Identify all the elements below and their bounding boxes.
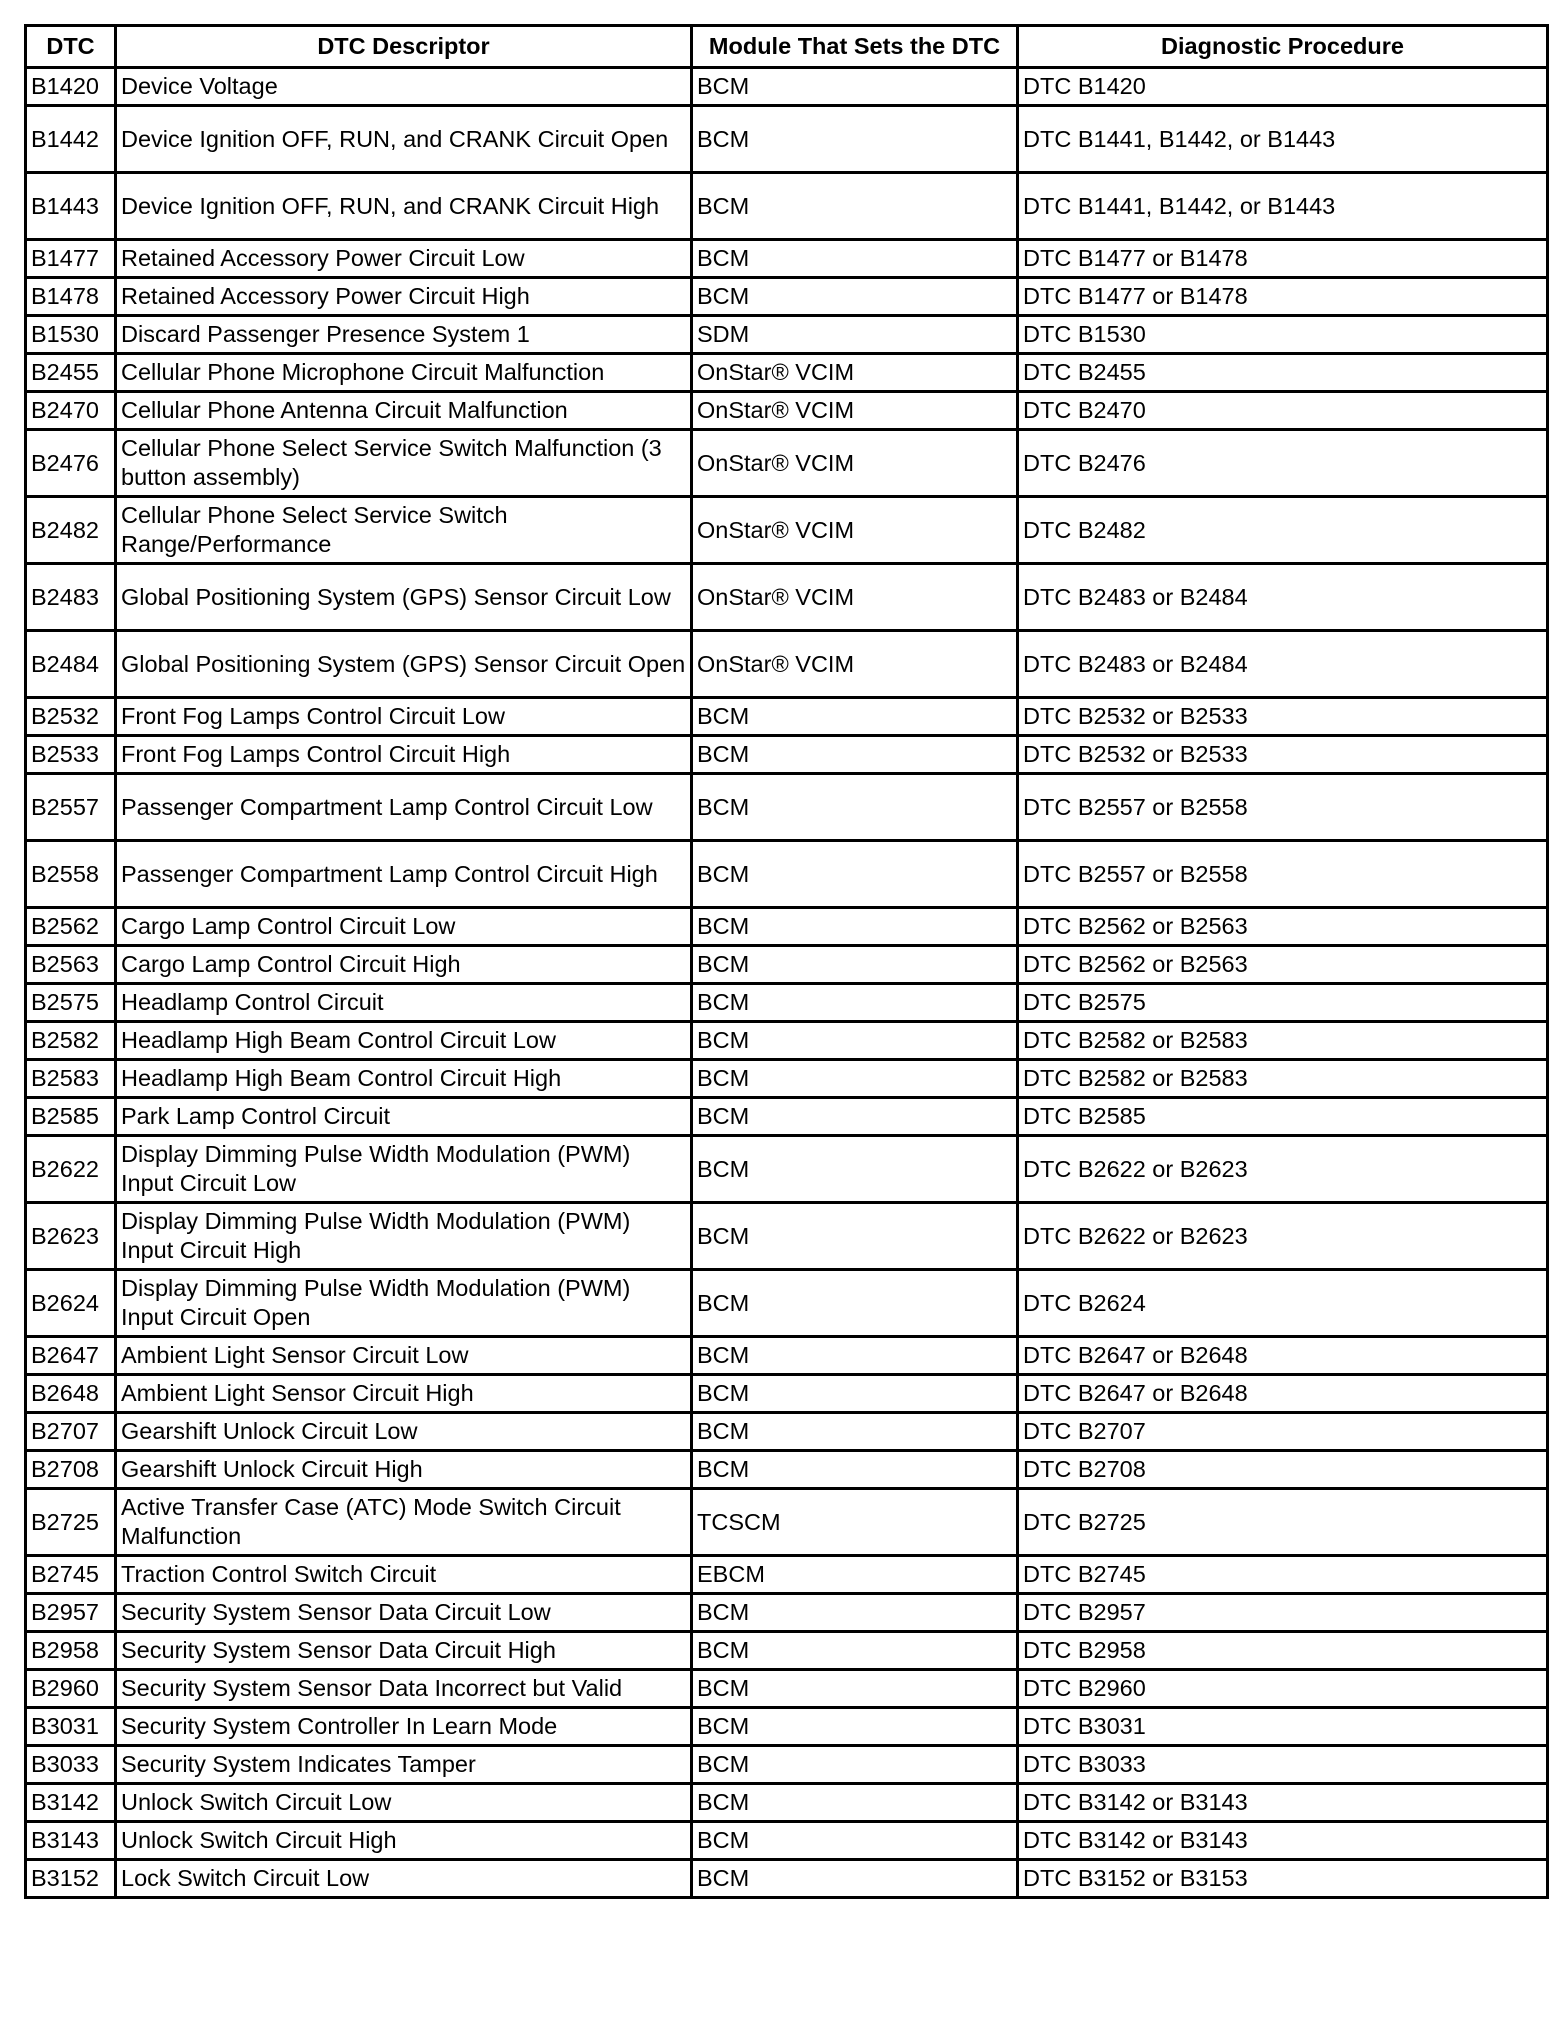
diagnostic-procedure-cell: DTC B2582 or B2583 xyxy=(1018,1060,1548,1098)
dtc-code-cell: B2960 xyxy=(26,1670,116,1708)
module-cell: BCM xyxy=(692,1098,1018,1136)
diagnostic-procedure-cell: DTC B2647 or B2648 xyxy=(1018,1337,1548,1375)
dtc-code-cell: B3142 xyxy=(26,1784,116,1822)
diagnostic-procedure-cell: DTC B2532 or B2533 xyxy=(1018,736,1548,774)
dtc-descriptor-cell: Display Dimming Pulse Width Modulation (PWM) Input Circuit Open xyxy=(116,1270,692,1337)
dtc-code-cell: B2582 xyxy=(26,1022,116,1060)
table-row xyxy=(26,908,1548,946)
table-row xyxy=(26,1022,1548,1060)
dtc-code-cell: B2455 xyxy=(26,354,116,392)
dtc-table xyxy=(24,24,1549,1899)
dtc-descriptor-cell: Headlamp High Beam Control Circuit Low xyxy=(116,1022,692,1060)
table-row xyxy=(26,1784,1548,1822)
table-body xyxy=(26,68,1548,1898)
dtc-code-cell: B2563 xyxy=(26,946,116,984)
table-row xyxy=(26,1708,1548,1746)
dtc-descriptor-cell: Gearshift Unlock Circuit Low xyxy=(116,1413,692,1451)
diagnostic-procedure-cell: DTC B3033 xyxy=(1018,1746,1548,1784)
dtc-descriptor-cell: Security System Sensor Data Circuit High xyxy=(116,1632,692,1670)
module-cell: BCM xyxy=(692,908,1018,946)
table-row xyxy=(26,1594,1548,1632)
diagnostic-procedure-cell: DTC B2622 or B2623 xyxy=(1018,1203,1548,1270)
module-cell: BCM xyxy=(692,1270,1018,1337)
diagnostic-procedure-cell: DTC B2557 or B2558 xyxy=(1018,841,1548,908)
header-dtc: DTC xyxy=(26,26,116,68)
dtc-descriptor-cell: Park Lamp Control Circuit xyxy=(116,1098,692,1136)
diagnostic-procedure-cell: DTC B2562 or B2563 xyxy=(1018,946,1548,984)
table-row xyxy=(26,1098,1548,1136)
dtc-descriptor-cell: Retained Accessory Power Circuit High xyxy=(116,278,692,316)
diagnostic-procedure-cell: DTC B2622 or B2623 xyxy=(1018,1136,1548,1203)
module-cell: BCM xyxy=(692,1860,1018,1898)
dtc-descriptor-cell: Front Fog Lamps Control Circuit High xyxy=(116,736,692,774)
dtc-code-cell: B2557 xyxy=(26,774,116,841)
module-cell: TCSCM xyxy=(692,1489,1018,1556)
diagnostic-procedure-cell: DTC B2725 xyxy=(1018,1489,1548,1556)
dtc-code-cell: B2623 xyxy=(26,1203,116,1270)
diagnostic-procedure-cell: DTC B1420 xyxy=(1018,68,1548,106)
diagnostic-procedure-cell: DTC B2482 xyxy=(1018,497,1548,564)
table-row xyxy=(26,354,1548,392)
dtc-descriptor-cell: Unlock Switch Circuit Low xyxy=(116,1784,692,1822)
header-module: Module That Sets the DTC xyxy=(692,26,1018,68)
dtc-code-cell: B3031 xyxy=(26,1708,116,1746)
module-cell: BCM xyxy=(692,1594,1018,1632)
dtc-code-cell: B2482 xyxy=(26,497,116,564)
module-cell: OnStar® VCIM xyxy=(692,631,1018,698)
dtc-code-cell: B2484 xyxy=(26,631,116,698)
dtc-code-cell: B1478 xyxy=(26,278,116,316)
table-row xyxy=(26,698,1548,736)
header-dtc-descriptor: DTC Descriptor xyxy=(116,26,692,68)
dtc-code-cell: B2745 xyxy=(26,1556,116,1594)
diagnostic-procedure-cell: DTC B2483 or B2484 xyxy=(1018,631,1548,698)
module-cell: BCM xyxy=(692,1413,1018,1451)
module-cell: BCM xyxy=(692,1784,1018,1822)
module-cell: OnStar® VCIM xyxy=(692,497,1018,564)
diagnostic-procedure-cell: DTC B2958 xyxy=(1018,1632,1548,1670)
dtc-descriptor-cell: Cellular Phone Microphone Circuit Malfunction xyxy=(116,354,692,392)
table-row xyxy=(26,1136,1548,1203)
module-cell: OnStar® VCIM xyxy=(692,564,1018,631)
diagnostic-procedure-cell: DTC B2957 xyxy=(1018,1594,1548,1632)
diagnostic-procedure-cell: DTC B3152 or B3153 xyxy=(1018,1860,1548,1898)
dtc-descriptor-cell: Active Transfer Case (ATC) Mode Switch Circuit Malfunction xyxy=(116,1489,692,1556)
diagnostic-procedure-cell: DTC B2575 xyxy=(1018,984,1548,1022)
module-cell: BCM xyxy=(692,1203,1018,1270)
table-row xyxy=(26,564,1548,631)
dtc-descriptor-cell: Headlamp Control Circuit xyxy=(116,984,692,1022)
diagnostic-procedure-cell: DTC B2708 xyxy=(1018,1451,1548,1489)
module-cell: OnStar® VCIM xyxy=(692,430,1018,497)
header-diagnostic-procedure: Diagnostic Procedure xyxy=(1018,26,1548,68)
dtc-descriptor-cell: Device Ignition OFF, RUN, and CRANK Circuit High xyxy=(116,173,692,240)
diagnostic-procedure-cell: DTC B2476 xyxy=(1018,430,1548,497)
dtc-code-cell: B3143 xyxy=(26,1822,116,1860)
dtc-descriptor-cell: Front Fog Lamps Control Circuit Low xyxy=(116,698,692,736)
dtc-descriptor-cell: Cellular Phone Select Service Switch Malfunction (3 button assembly) xyxy=(116,430,692,497)
table-row xyxy=(26,1556,1548,1594)
dtc-code-cell: B2476 xyxy=(26,430,116,497)
table-row xyxy=(26,278,1548,316)
dtc-code-cell: B2558 xyxy=(26,841,116,908)
diagnostic-procedure-cell: DTC B2470 xyxy=(1018,392,1548,430)
module-cell: BCM xyxy=(692,984,1018,1022)
table-row xyxy=(26,631,1548,698)
diagnostic-procedure-cell: DTC B2562 or B2563 xyxy=(1018,908,1548,946)
table-row xyxy=(26,430,1548,497)
diagnostic-procedure-cell: DTC B3142 or B3143 xyxy=(1018,1822,1548,1860)
dtc-descriptor-cell: Global Positioning System (GPS) Sensor Circuit Open xyxy=(116,631,692,698)
module-cell: BCM xyxy=(692,106,1018,173)
dtc-code-cell: B2707 xyxy=(26,1413,116,1451)
dtc-code-cell: B2533 xyxy=(26,736,116,774)
table-row xyxy=(26,1375,1548,1413)
dtc-descriptor-cell: Security System Sensor Data Incorrect but Valid xyxy=(116,1670,692,1708)
module-cell: BCM xyxy=(692,774,1018,841)
module-cell: BCM xyxy=(692,946,1018,984)
dtc-code-cell: B2648 xyxy=(26,1375,116,1413)
dtc-descriptor-cell: Device Ignition OFF, RUN, and CRANK Circuit Open xyxy=(116,106,692,173)
table-row xyxy=(26,1060,1548,1098)
module-cell: EBCM xyxy=(692,1556,1018,1594)
module-cell: BCM xyxy=(692,1060,1018,1098)
dtc-code-cell: B2575 xyxy=(26,984,116,1022)
dtc-code-cell: B3033 xyxy=(26,1746,116,1784)
module-cell: BCM xyxy=(692,68,1018,106)
dtc-code-cell: B2708 xyxy=(26,1451,116,1489)
dtc-code-cell: B1420 xyxy=(26,68,116,106)
dtc-code-cell: B2957 xyxy=(26,1594,116,1632)
table-row xyxy=(26,1203,1548,1270)
module-cell: BCM xyxy=(692,1022,1018,1060)
dtc-code-cell: B2483 xyxy=(26,564,116,631)
dtc-descriptor-cell: Cargo Lamp Control Circuit High xyxy=(116,946,692,984)
module-cell: BCM xyxy=(692,841,1018,908)
dtc-code-cell: B1530 xyxy=(26,316,116,354)
table-row xyxy=(26,1489,1548,1556)
table-row xyxy=(26,1451,1548,1489)
module-cell: BCM xyxy=(692,1746,1018,1784)
module-cell: BCM xyxy=(692,1337,1018,1375)
table-row xyxy=(26,173,1548,240)
dtc-descriptor-cell: Ambient Light Sensor Circuit High xyxy=(116,1375,692,1413)
table-row xyxy=(26,106,1548,173)
table-row xyxy=(26,392,1548,430)
dtc-descriptor-cell: Discard Passenger Presence System 1 xyxy=(116,316,692,354)
module-cell: BCM xyxy=(692,1708,1018,1746)
dtc-code-cell: B1443 xyxy=(26,173,116,240)
module-cell: BCM xyxy=(692,1632,1018,1670)
table-row xyxy=(26,1670,1548,1708)
diagnostic-procedure-cell: DTC B2960 xyxy=(1018,1670,1548,1708)
diagnostic-procedure-cell: DTC B2557 or B2558 xyxy=(1018,774,1548,841)
module-cell: OnStar® VCIM xyxy=(692,392,1018,430)
dtc-code-cell: B2585 xyxy=(26,1098,116,1136)
module-cell: BCM xyxy=(692,1822,1018,1860)
module-cell: BCM xyxy=(692,278,1018,316)
dtc-code-cell: B1442 xyxy=(26,106,116,173)
diagnostic-procedure-cell: DTC B2745 xyxy=(1018,1556,1548,1594)
dtc-descriptor-cell: Security System Sensor Data Circuit Low xyxy=(116,1594,692,1632)
module-cell: BCM xyxy=(692,736,1018,774)
dtc-code-cell: B2532 xyxy=(26,698,116,736)
dtc-descriptor-cell: Cellular Phone Select Service Switch Range/Performance xyxy=(116,497,692,564)
dtc-code-cell: B3152 xyxy=(26,1860,116,1898)
header-row xyxy=(26,26,1548,68)
table-row xyxy=(26,946,1548,984)
dtc-descriptor-cell: Passenger Compartment Lamp Control Circuit High xyxy=(116,841,692,908)
dtc-descriptor-cell: Device Voltage xyxy=(116,68,692,106)
diagnostic-procedure-cell: DTC B3142 or B3143 xyxy=(1018,1784,1548,1822)
module-cell: BCM xyxy=(692,1136,1018,1203)
table-row xyxy=(26,1632,1548,1670)
table-row xyxy=(26,984,1548,1022)
diagnostic-procedure-cell: DTC B2647 or B2648 xyxy=(1018,1375,1548,1413)
dtc-code-cell: B2622 xyxy=(26,1136,116,1203)
dtc-code-cell: B2583 xyxy=(26,1060,116,1098)
table-row xyxy=(26,774,1548,841)
module-cell: BCM xyxy=(692,173,1018,240)
diagnostic-procedure-cell: DTC B2585 xyxy=(1018,1098,1548,1136)
diagnostic-procedure-cell: DTC B2707 xyxy=(1018,1413,1548,1451)
module-cell: BCM xyxy=(692,698,1018,736)
diagnostic-procedure-cell: DTC B1441, B1442, or B1443 xyxy=(1018,173,1548,240)
dtc-descriptor-cell: Headlamp High Beam Control Circuit High xyxy=(116,1060,692,1098)
dtc-code-cell: B2647 xyxy=(26,1337,116,1375)
diagnostic-procedure-cell: DTC B1441, B1442, or B1443 xyxy=(1018,106,1548,173)
dtc-descriptor-cell: Security System Controller In Learn Mode xyxy=(116,1708,692,1746)
module-cell: BCM xyxy=(692,1670,1018,1708)
dtc-code-cell: B2725 xyxy=(26,1489,116,1556)
module-cell: SDM xyxy=(692,316,1018,354)
dtc-descriptor-cell: Ambient Light Sensor Circuit Low xyxy=(116,1337,692,1375)
dtc-descriptor-cell: Global Positioning System (GPS) Sensor Circuit Low xyxy=(116,564,692,631)
table-row xyxy=(26,68,1548,106)
dtc-descriptor-cell: Passenger Compartment Lamp Control Circuit Low xyxy=(116,774,692,841)
diagnostic-procedure-cell: DTC B2455 xyxy=(1018,354,1548,392)
dtc-code-cell: B1477 xyxy=(26,240,116,278)
dtc-descriptor-cell: Gearshift Unlock Circuit High xyxy=(116,1451,692,1489)
module-cell: BCM xyxy=(692,1451,1018,1489)
table-row xyxy=(26,316,1548,354)
dtc-descriptor-cell: Unlock Switch Circuit High xyxy=(116,1822,692,1860)
table-row xyxy=(26,1413,1548,1451)
table-row xyxy=(26,1746,1548,1784)
table-row xyxy=(26,1337,1548,1375)
diagnostic-procedure-cell: DTC B2532 or B2533 xyxy=(1018,698,1548,736)
table-row xyxy=(26,1822,1548,1860)
dtc-descriptor-cell: Traction Control Switch Circuit xyxy=(116,1556,692,1594)
module-cell: BCM xyxy=(692,1375,1018,1413)
table-row xyxy=(26,1270,1548,1337)
module-cell: BCM xyxy=(692,240,1018,278)
diagnostic-procedure-cell: DTC B1477 or B1478 xyxy=(1018,240,1548,278)
module-cell: OnStar® VCIM xyxy=(692,354,1018,392)
table-row xyxy=(26,1860,1548,1898)
dtc-descriptor-cell: Security System Indicates Tamper xyxy=(116,1746,692,1784)
dtc-descriptor-cell: Retained Accessory Power Circuit Low xyxy=(116,240,692,278)
dtc-descriptor-cell: Lock Switch Circuit Low xyxy=(116,1860,692,1898)
diagnostic-procedure-cell: DTC B3031 xyxy=(1018,1708,1548,1746)
dtc-code-cell: B2624 xyxy=(26,1270,116,1337)
table-row xyxy=(26,497,1548,564)
diagnostic-procedure-cell: DTC B1477 or B1478 xyxy=(1018,278,1548,316)
dtc-code-cell: B2562 xyxy=(26,908,116,946)
diagnostic-procedure-cell: DTC B2582 or B2583 xyxy=(1018,1022,1548,1060)
dtc-code-cell: B2470 xyxy=(26,392,116,430)
diagnostic-procedure-cell: DTC B1530 xyxy=(1018,316,1548,354)
diagnostic-procedure-cell: DTC B2483 or B2484 xyxy=(1018,564,1548,631)
dtc-descriptor-cell: Display Dimming Pulse Width Modulation (PWM) Input Circuit Low xyxy=(116,1136,692,1203)
table-row xyxy=(26,841,1548,908)
dtc-descriptor-cell: Cargo Lamp Control Circuit Low xyxy=(116,908,692,946)
diagnostic-procedure-cell: DTC B2624 xyxy=(1018,1270,1548,1337)
dtc-descriptor-cell: Cellular Phone Antenna Circuit Malfunction xyxy=(116,392,692,430)
dtc-descriptor-cell: Display Dimming Pulse Width Modulation (PWM) Input Circuit High xyxy=(116,1203,692,1270)
dtc-code-cell: B2958 xyxy=(26,1632,116,1670)
table-row xyxy=(26,736,1548,774)
table-row xyxy=(26,240,1548,278)
